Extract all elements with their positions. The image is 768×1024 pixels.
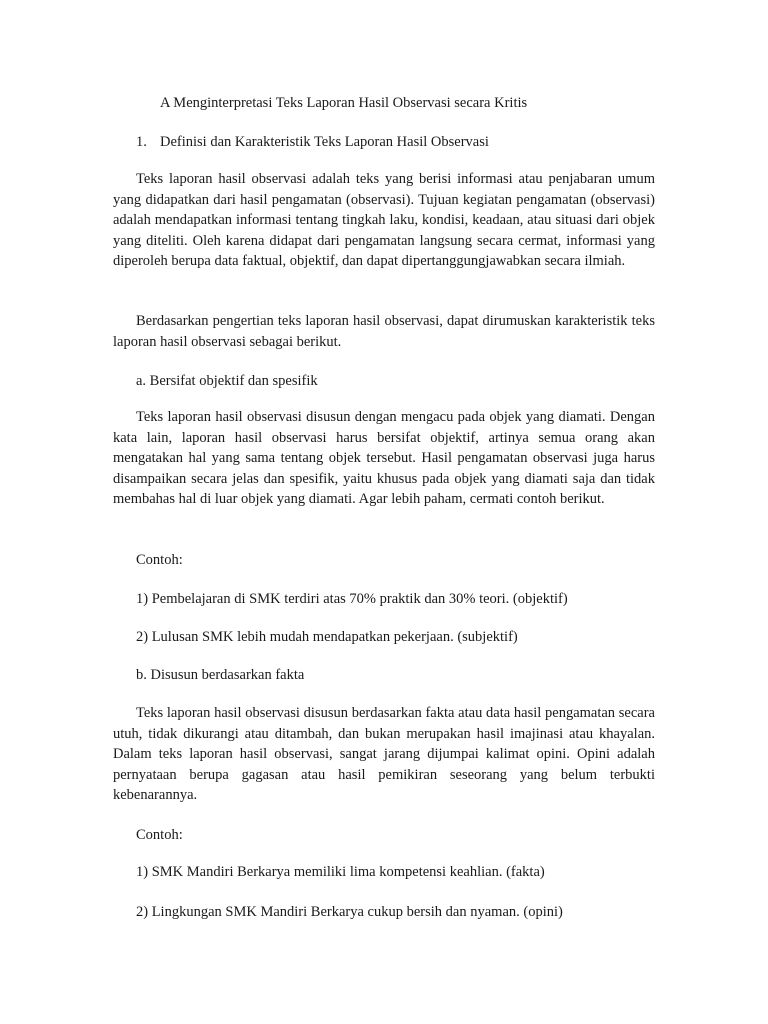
example-b-2: 2) Lingkungan SMK Mandiri Berkarya cukup bersih dan nyaman. (opini) — [136, 904, 563, 920]
example-a-1: 1) Pembelajaran di SMK terdiri atas 70% praktik dan 30% teori. (objektif) — [136, 591, 568, 607]
point-a-heading: a. Bersifat objektif dan spesifik — [136, 373, 318, 389]
example-label-a: Contoh: — [136, 552, 183, 568]
section-title: Definisi dan Karakteristik Teks Laporan Hasil Observasi — [160, 134, 489, 150]
section-number: 1. — [136, 134, 147, 150]
point-b-heading: b. Disusun berdasarkan fakta — [136, 667, 305, 683]
example-a-2: 2) Lulusan SMK lebih mudah mendapatkan pekerjaan. (subjektif) — [136, 629, 518, 645]
section-1-heading — [136, 132, 489, 152]
point-b-paragraph: Teks laporan hasil observasi disusun berdasarkan fakta atau data hasil pengamatan secara utuh, tidak dikurangi atau ditambah, dan bukan merupakan hasil imajinasi atau khayalan. Dalam teks laporan hasil observasi, sangat jarang dijumpai kalimat opini. Opini adalah pernyataan berupa gagasan atau hasil pemikiran seseorang yang belum terbukti kebenarannya. — [113, 705, 655, 804]
characteristics-intro-paragraph: Berdasarkan pengertian teks laporan hasil observasi, dapat dirumuskan karakteristik teks laporan hasil observasi sebagai berikut. — [113, 313, 655, 350]
point-a-paragraph: Teks laporan hasil observasi disusun dengan mengacu pada objek yang diamati. Dengan kata lain, laporan hasil observasi harus bersifat objektif, artinya semua orang akan mengatakan hal yang sama tentang objek tersebut. Hasil pengamatan observasi juga harus disampaikan secara jelas dan spesifik, yaitu khusus pada objek yang diamati saja dan tidak membahas hal di luar objek yang diamati. Agar lebih paham, cermati contoh berikut. — [113, 409, 655, 508]
example-label-b: Contoh: — [136, 827, 183, 843]
example-b-1: 1) SMK Mandiri Berkarya memiliki lima kompetensi keahlian. (fakta) — [136, 864, 545, 880]
document-heading: A Menginterpretasi Teks Laporan Hasil Observasi secara Kritis — [160, 95, 528, 111]
definition-paragraph: Teks laporan hasil observasi adalah teks yang berisi informasi atau penjabaran umum yang didapatkan dari hasil pengamatan (observasi). Tujuan kegiatan pengamatan (observasi) adalah mendapatkan informasi tentang tingkah laku, kondisi, keadaan, atau situasi dari objek yang diteliti. Oleh karena didapat dari pengamatan langsung secara cermat, informasi yang diperoleh berupa data faktual, objektif, dan dapat dipertanggungjawabkan secara ilmiah. — [113, 171, 655, 270]
